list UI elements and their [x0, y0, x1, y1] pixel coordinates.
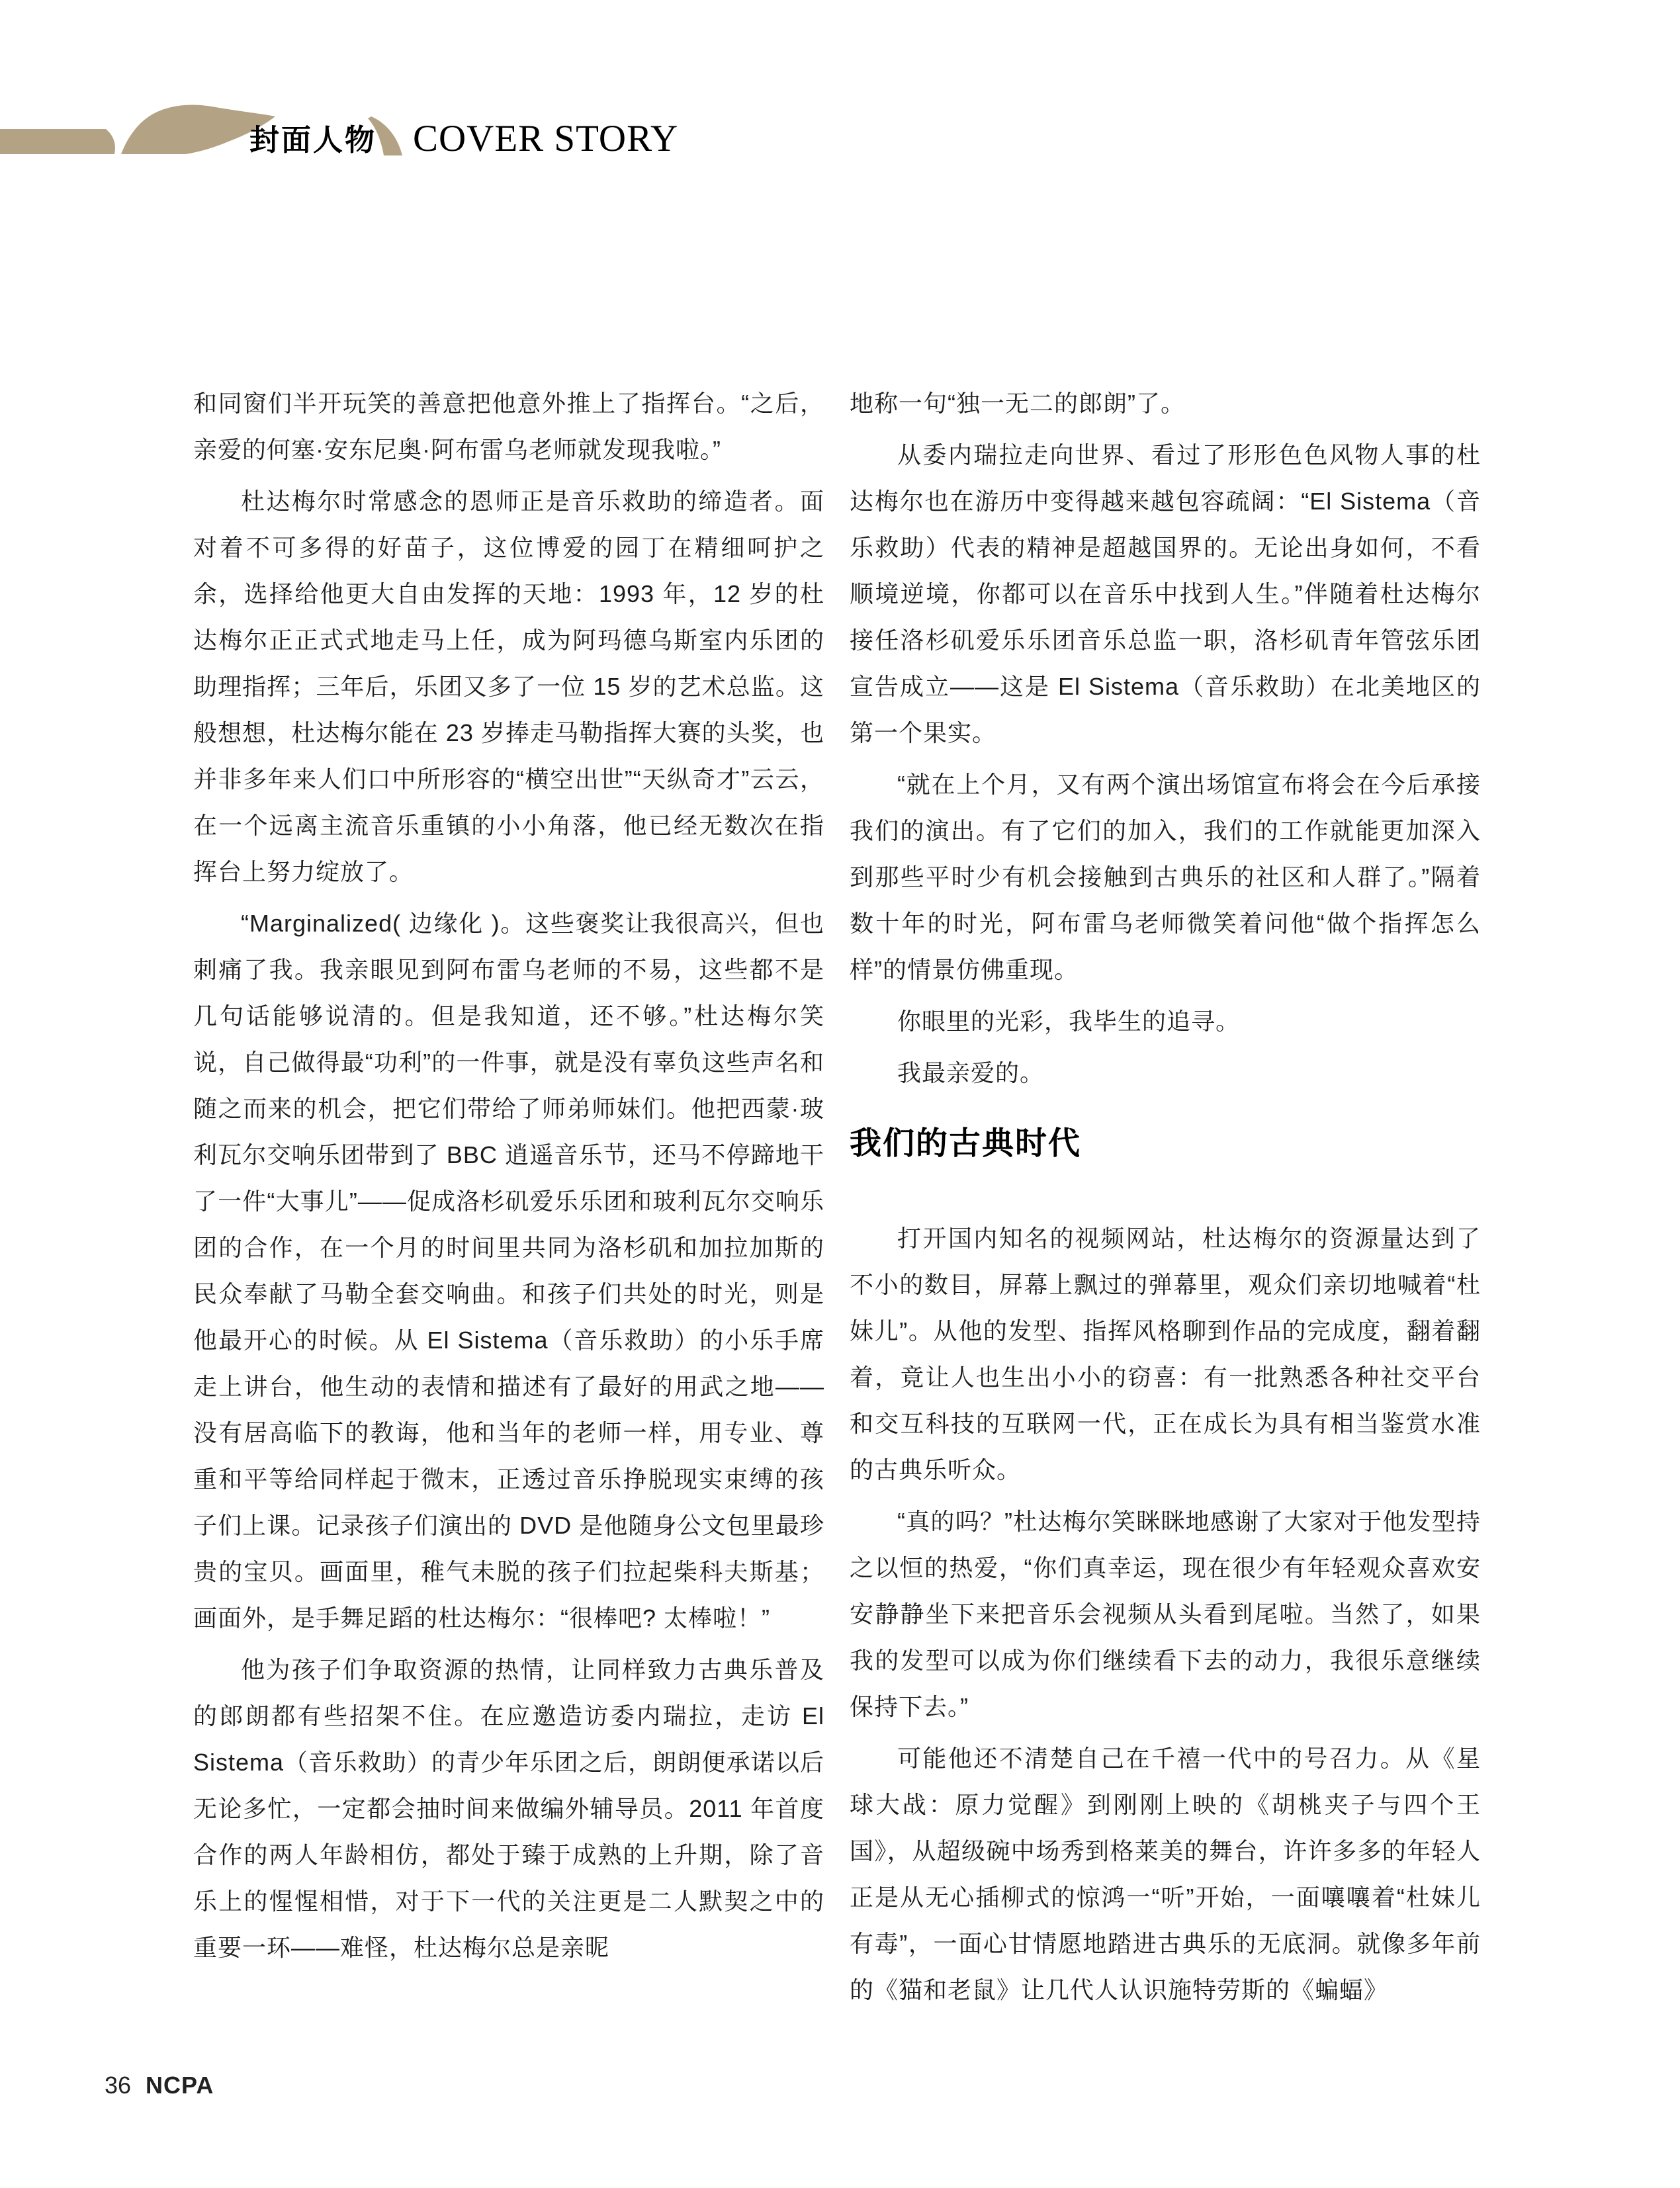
- right-column: [850, 380, 1481, 2019]
- page-footer: [105, 2072, 214, 2099]
- paragraph: 地称一句“独一无二的郎朗”了。: [850, 390, 1185, 417]
- article-body: [193, 380, 1481, 2019]
- section-title-english: COVER STORY: [413, 118, 679, 159]
- paragraph: “就在上个月，又有两个演出场馆宣布将会在今后承接我们的演出。有了它们的加入，我们的工作就能更加深入到那些平时少有机会接触到古典乐的社区和人群了。”隔着数十年的时光，阿布雷乌老师微笑着问他“做个指挥怎么样”的情景仿佛重现。: [850, 771, 1481, 983]
- paragraph: 可能他还不清楚自己在千禧一代中的号召力。从《星球大战：原力觉醒》到刚刚上映的《胡桃夹子与四个王国》，从超级碗中场秀到格莱美的舞台，许许多多的年轻人正是从无心插柳式的惊鸿一“听”开始，一面嚷嚷着“杜妹儿有毒”，一面心甘情愿地踏进古典乐的无底洞。就像多年前的《猫和老鼠》让几代人认识施特劳斯的《蝙蝠》: [850, 1745, 1481, 2003]
- page-number: 36: [105, 2072, 132, 2099]
- header-accent-bar: [0, 129, 115, 154]
- paragraph: 从委内瑞拉走向世界、看过了形形色色风物人事的杜达梅尔也在游历中变得越来越包容疏阔：“El Sistema（音乐救助）代表的精神是超越国界的。无论出身如何，不看顺境逆境，你都可以在音乐中找到人生。”伴随着杜达梅尔接任洛杉矶爱乐乐团音乐总监一职，洛杉矶青年管弦乐团宣告成立——这是 El Sistema（音乐救助）在北美地区的第一个果实。: [850, 441, 1481, 746]
- paragraph: “真的吗？”杜达梅尔笑眯眯地感谢了大家对于他发型持之以恒的热爱，“你们真幸运，现在很少有年轻观众喜欢安安静静坐下来把音乐会视频从头看到尾啦。当然了，如果我的发型可以成为你们继续看下去的动力，我很乐意继续保持下去。”: [850, 1508, 1481, 1720]
- left-column: [193, 380, 824, 2019]
- section-heading: 我们的古典时代: [850, 1126, 1082, 1161]
- paragraph: “Marginalized( 边缘化 )。这些褒奖让我很高兴，但也刺痛了我。我亲眼见到阿布雷乌老师的不易，这些都不是几句话能够说清的。但是我知道，还不够。”杜达梅尔笑说，自己做得最“功利”的一件事，就是没有辜负这些声名和随之而来的机会，把它们带给了师弟师妹们。他把西蒙·玻利瓦尔交响乐团带到了 BBC 逍遥音乐节，还马不停蹄地干了一件“大事儿”——促成洛杉矶爱乐乐团和玻利瓦尔交响乐团的合作，在一个月的时间里共同为洛杉矶和加拉加斯的民众奉献了马勒全套交响曲。和孩子们共处的时光，则是他最开心的时候。从 El Sistema（音乐救助）的小乐手席走上讲台，他生动的表情和描述有了最好的用武之地——没有居高临下的教诲，他和当年的老师一样，用专业、尊重和平等给同样起于微末，正透过音乐挣脱现实束缚的孩子们上课。记录孩子们演出的 DVD 是他随身公文包里最珍贵的宝贝。画面里，稚气未脱的孩子们拉起柴科夫斯基；画面外，是手舞足蹈的杜达梅尔：“很棒吧? 太棒啦！”: [193, 910, 824, 1632]
- paragraph: 杜达梅尔时常感念的恩师正是音乐救助的缔造者。面对着不可多得的好苗子，这位博爱的园丁在精细呵护之余，选择给他更大自由发挥的天地：1993 年，12 岁的杜达梅尔正正式式地走马上任，成为阿玛德乌斯室内乐团的助理指挥；三年后，乐团又多了一位 15 岁的艺术总监。这般想想，杜达梅尔能在 23 岁捧走马勒指挥大赛的头奖，也并非多年来人们口中所形容的“横空出世”“天纵奇才”云云，在一个远离主流音乐重镇的小小角落，他已经无数次在指挥台上努力绽放了。: [193, 488, 824, 885]
- paragraph: 我最亲爱的。: [897, 1059, 1045, 1086]
- magazine-brand: NCPA: [146, 2072, 214, 2099]
- section-title-chinese: 封面人物: [249, 123, 377, 157]
- paragraph: 和同窗们半开玩笑的善意把他意外推上了指挥台。“之后，亲爱的何塞·安东尼奥·阿布雷乌老师就发现我啦。”: [193, 390, 824, 463]
- paragraph: 打开国内知名的视频网站，杜达梅尔的资源量达到了不小的数目，屏幕上飘过的弹幕里，观众们亲切地喊着“杜妹儿”。从他的发型、指挥风格聊到作品的完成度，翻着翻着，竟让人也生出小小的窃喜：有一批熟悉各种社交平台和交互科技的互联网一代，正在成长为具有相当鉴赏水准的古典乐听众。: [850, 1225, 1481, 1483]
- paragraph: 他为孩子们争取资源的热情，让同样致力古典乐普及的郎朗都有些招架不住。在应邀造访委内瑞拉，走访 El Sistema（音乐救助）的青少年乐团之后，朗朗便承诺以后无论多忙，一定都会抽时间来做编外辅导员。2011 年首度合作的两人年龄相仿，都处于臻于成熟的上升期，除了音乐上的惺惺相惜，对于下一代的关注更是二人默契之中的重要一环——难怪，杜达梅尔总是亲昵: [193, 1656, 824, 1961]
- paragraph: 你眼里的光彩，我毕生的追寻。: [897, 1008, 1241, 1035]
